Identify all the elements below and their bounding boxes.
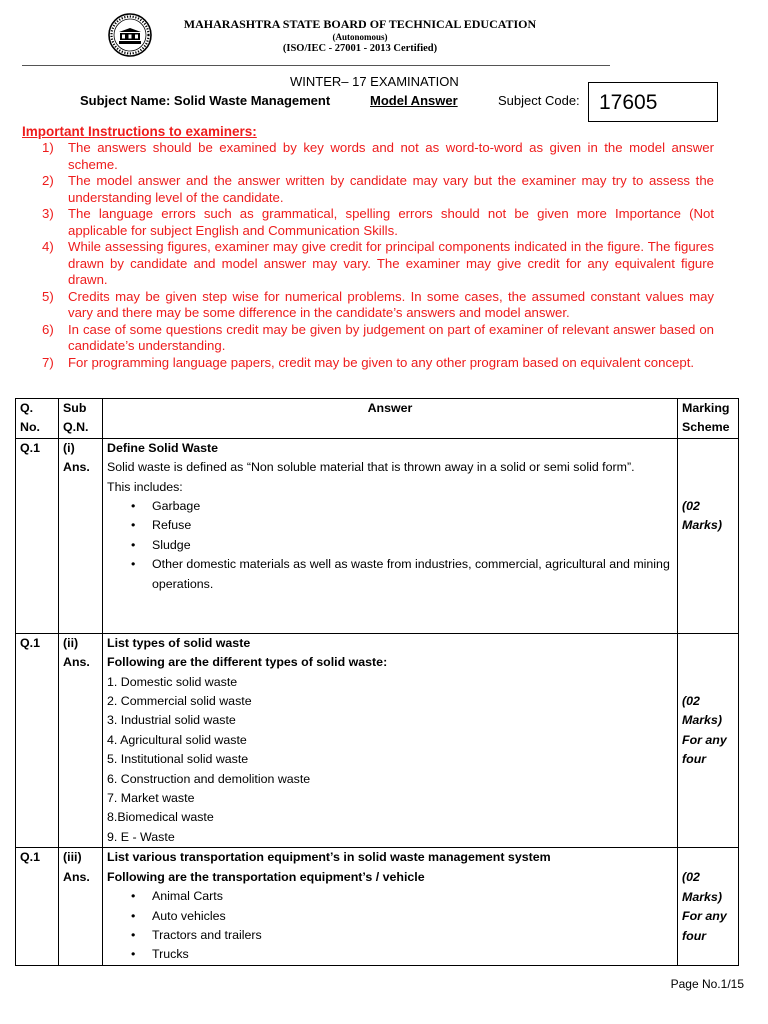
list-item: 3. Industrial solid waste xyxy=(107,713,236,728)
exam-title: WINTER– 17 EXAMINATION xyxy=(290,74,459,89)
answer-cell xyxy=(103,633,678,847)
header-qno: Q. No. xyxy=(16,399,59,439)
subject-name: Subject Name: Solid Waste Management xyxy=(80,93,331,108)
instruction-number: 5) xyxy=(42,288,54,304)
list-item: • Sludge xyxy=(107,536,673,555)
subject-code-box: 17605 xyxy=(588,82,718,122)
list-item: • Trucks xyxy=(107,945,673,964)
instruction-text: For programming language papers, credit may be given to any other program based on equivalent concept. xyxy=(68,354,695,370)
header-marking-scheme: Marking Scheme xyxy=(678,399,739,439)
instruction-item xyxy=(22,322,714,355)
table-row xyxy=(16,633,739,847)
question-title: List various transportation equipment’s in solid waste management system xyxy=(107,850,551,865)
sub-question-cell xyxy=(59,633,103,847)
instruction-text: The language errors such as grammatical, spelling errors should not be given more Importance (Not applicable for subject English and Communication Skills. xyxy=(68,206,714,238)
instruction-item xyxy=(22,173,714,206)
table-header-row xyxy=(16,399,739,439)
answer-lead: Following are the transportation equipment’s / vehicle xyxy=(107,869,425,884)
question-number: Q.1 xyxy=(16,848,59,966)
subject-code-label: Subject Code: xyxy=(498,93,580,108)
instruction-text: In case of some questions credit may be given by judgement on part of examiner of relevant answer based on candidate’s understanding. xyxy=(68,321,714,353)
list-item: • Garbage xyxy=(107,497,673,516)
board-certification: (ISO/IEC - 27001 - 2013 Certified) xyxy=(282,43,438,54)
marks-text: (02 Marks) For any four xyxy=(682,870,727,943)
list-item: • Animal Carts xyxy=(107,887,673,906)
answer-cell xyxy=(103,848,678,966)
list-item: 2. Commercial solid waste xyxy=(107,694,252,709)
instruction-number: 7) xyxy=(42,354,54,370)
header-subqn: Sub Q.N. xyxy=(59,399,103,439)
answer-label: Ans. xyxy=(63,869,90,884)
list-item: 8.Biomedical waste xyxy=(107,810,214,825)
instructions-title: Important Instructions to examiners: xyxy=(22,124,257,139)
list-item: 6. Construction and demolition waste xyxy=(107,771,311,786)
answer-table xyxy=(15,398,739,966)
instruction-number: 6) xyxy=(42,321,54,337)
list-item: 4. Agricultural solid waste xyxy=(107,732,247,747)
answer-lead: Following are the different types of solid waste: xyxy=(107,655,388,670)
instruction-number: 1) xyxy=(42,140,54,155)
question-title: List types of solid waste xyxy=(107,635,251,650)
instruction-text: Credits may be given step wise for numerical problems. In some cases, the assumed constant values may vary and there may be some difference in the candidate’s answers and model answer. xyxy=(68,288,714,320)
marking-cell xyxy=(678,633,739,847)
header-divider xyxy=(22,65,610,66)
instruction-text: The answers should be examined by key words and not as word-to-word as given in the model answer scheme. xyxy=(68,140,714,172)
question-number: Q.1 xyxy=(16,438,59,633)
sub-question-number: (i) xyxy=(63,440,75,455)
sub-question-number: (ii) xyxy=(63,635,79,650)
list-item: • Refuse xyxy=(107,516,673,535)
answer-label: Ans. xyxy=(63,655,90,670)
instruction-text: While assessing figures, examiner may give credit for principal components indicated in the figure. The figures drawn by candidate and model answer may vary. The examiner may give credit for any equivalent figure drawn. xyxy=(68,239,714,287)
list-item: 1. Domestic solid waste xyxy=(107,674,238,689)
list-item: • Tractors and trailers xyxy=(107,926,673,945)
bullet-list xyxy=(107,887,673,965)
list-item: 5. Institutional solid waste xyxy=(107,752,249,767)
marking-cell xyxy=(678,438,739,633)
sub-question-cell xyxy=(59,438,103,633)
model-answer-label: Model Answer xyxy=(370,93,458,108)
table-row xyxy=(16,438,739,633)
instruction-item xyxy=(22,355,714,372)
instruction-item xyxy=(22,140,714,173)
table-row xyxy=(16,848,739,966)
marking-cell xyxy=(678,848,739,966)
marks-text: (02 Marks) For any four xyxy=(682,693,727,767)
board-name: MAHARASHTRA STATE BOARD OF TECHNICAL EDUCATION xyxy=(183,17,537,31)
marks-text: (02 Marks) xyxy=(682,498,722,533)
instructions-list xyxy=(22,140,714,371)
instruction-text: The model answer and the answer written by candidate may vary but the examiner may try to assess the understanding level of the candidate. xyxy=(68,173,714,205)
list-item: 9. E - Waste xyxy=(107,829,175,844)
instruction-number: 3) xyxy=(42,206,54,221)
instruction-item xyxy=(22,239,714,289)
answer-label: Ans. xyxy=(63,460,90,475)
instruction-number: 2) xyxy=(42,173,54,188)
sub-question-number: (iii) xyxy=(63,850,82,865)
list-item: • Other domestic materials as well as waste from industries, commercial, agricultural and mining operations. xyxy=(107,555,673,594)
page-number: Page No.1/15 xyxy=(670,977,744,991)
board-autonomous: (Autonomous) xyxy=(332,32,388,42)
instruction-item xyxy=(22,206,714,239)
question-number: Q.1 xyxy=(16,633,59,847)
answer-paragraph: Solid waste is defined as “Non soluble material that is thrown away in a solid or semi solid form”. xyxy=(107,460,635,475)
sub-question-cell xyxy=(59,848,103,966)
list-item: 7. Market waste xyxy=(107,791,195,806)
instruction-number: 4) xyxy=(42,239,54,254)
question-title: Define Solid Waste xyxy=(107,440,219,455)
answer-intro: This includes: xyxy=(107,479,183,494)
list-item: • Auto vehicles xyxy=(107,907,673,926)
msbte-logo-seal-icon xyxy=(107,12,153,58)
instruction-item xyxy=(22,289,714,322)
header-answer: Answer xyxy=(103,399,678,439)
answer-cell xyxy=(103,438,678,633)
bullet-list xyxy=(107,497,673,594)
